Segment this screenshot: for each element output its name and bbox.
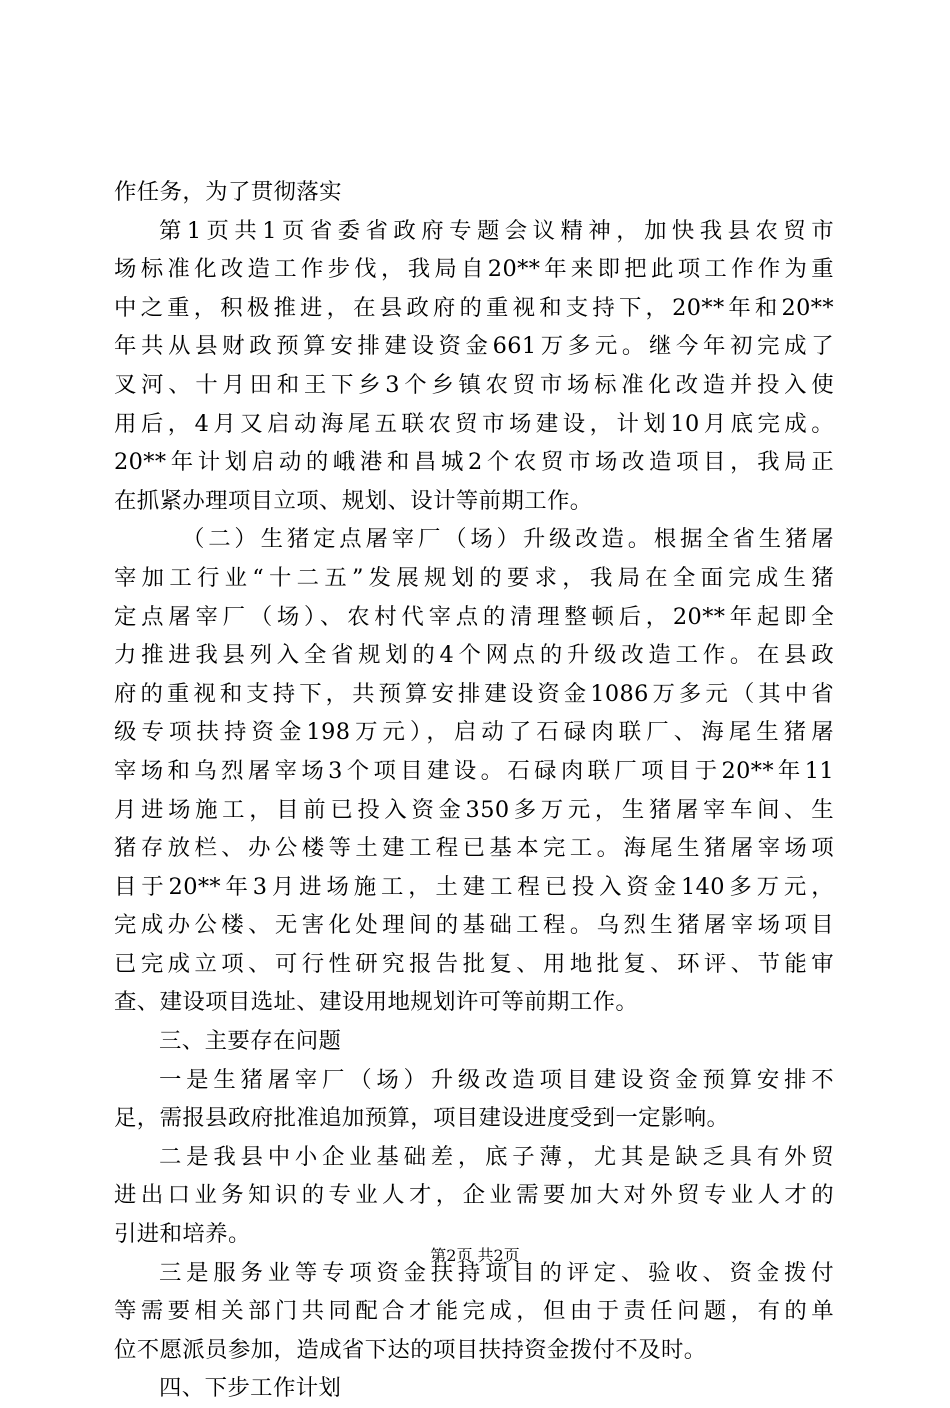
text-line: 20**年计划启动的峨港和昌城2个农贸市场改造项目，我局正 bbox=[114, 449, 834, 476]
text-line: 场标准化改造工作步伐，我局自20**年来即把此项工作作为重 bbox=[114, 256, 834, 283]
text-line: 第1页共1页省委省政府专题会议精神，加快我县农贸市 bbox=[159, 217, 834, 244]
text-line: 宰加工行业“十二五”发展规划的要求，我局在全面完成生猪 bbox=[114, 564, 834, 591]
text-line: （二）生猪定点屠宰厂（场）升级改造。根据全省生猪屠 bbox=[182, 526, 834, 553]
text-line: 宰场和乌烈屠宰场3个项目建设。石碌肉联厂项目于20**年11 bbox=[114, 757, 834, 784]
text-line: 级专项扶持资金198万元），启动了石碌肉联厂、海尾生猪屠 bbox=[114, 719, 834, 746]
text-line: 已完成立项、可行性研究报告批复、用地批复、环评、节能审 bbox=[114, 950, 834, 977]
text-line: 查、建设项目选址、建设用地规划许可等前期工作。 bbox=[114, 989, 639, 1016]
section-heading: 四、下步工作计划 bbox=[159, 1375, 342, 1402]
text-line: 引进和培养。 bbox=[114, 1221, 251, 1248]
text-line: 猪存放栏、办公楼等土建工程已基本完工。海尾生猪屠宰场项 bbox=[114, 835, 834, 862]
document-body bbox=[114, 173, 834, 1408]
text-line: 等需要相关部门共同配合才能完成，但由于责任问题，有的单 bbox=[114, 1298, 834, 1325]
text-line: 作任务，为了贯彻落实 bbox=[114, 179, 342, 205]
text-line: 中之重，积极推进，在县政府的重视和支持下，20**年和20** bbox=[114, 294, 834, 321]
text-line: 叉河、十月田和王下乡3个乡镇农贸市场标准化改造并投入使 bbox=[114, 371, 834, 398]
text-line: 用后，4月又启动海尾五联农贸市场建设，计划10月底完成。 bbox=[114, 410, 834, 437]
text-line: 府的重视和支持下，共预算安排建设资金1086万多元（其中省 bbox=[114, 680, 834, 707]
page-footer: 第2页 共2页 bbox=[430, 1246, 520, 1265]
text-line: 定点屠宰厂（场）、农村代宰点的清理整顿后，20**年起即全 bbox=[114, 603, 834, 630]
text-line: 年共从县财政预算安排建设资金661万多元。继今年初完成了 bbox=[114, 333, 834, 360]
text-line: 目于20**年3月进场施工，土建工程已投入资金140多万元， bbox=[114, 873, 834, 900]
text-line: 三是服务业等专项资金扶持项目的评定、验收、资金拨付 bbox=[159, 1259, 834, 1286]
text-line: 位不愿派员参加，造成省下达的项目扶持资金拨付不及时。 bbox=[114, 1336, 707, 1363]
text-line: 足，需报县政府批准追加预算，项目建设进度受到一定影响。 bbox=[114, 1105, 730, 1132]
section-heading: 三、主要存在问题 bbox=[159, 1028, 342, 1055]
text-line: 完成办公楼、无害化处理间的基础工程。乌烈生猪屠宰场项目 bbox=[114, 912, 834, 939]
text-line: 进出口业务知识的专业人才，企业需要加大对外贸专业人才的 bbox=[114, 1182, 834, 1209]
text-line: 在抓紧办理项目立项、规划、设计等前期工作。 bbox=[114, 487, 593, 514]
text-line: 力推进我县列入全省规划的4个网点的升级改造工作。在县政 bbox=[114, 642, 834, 669]
text-line: 二是我县中小企业基础差，底子薄，尤其是缺乏具有外贸 bbox=[159, 1143, 834, 1170]
text-line: 月进场施工，目前已投入资金350多万元，生猪屠宰车间、生 bbox=[114, 796, 834, 823]
text-line: 一是生猪屠宰厂（场）升级改造项目建设资金预算安排不 bbox=[159, 1066, 834, 1093]
